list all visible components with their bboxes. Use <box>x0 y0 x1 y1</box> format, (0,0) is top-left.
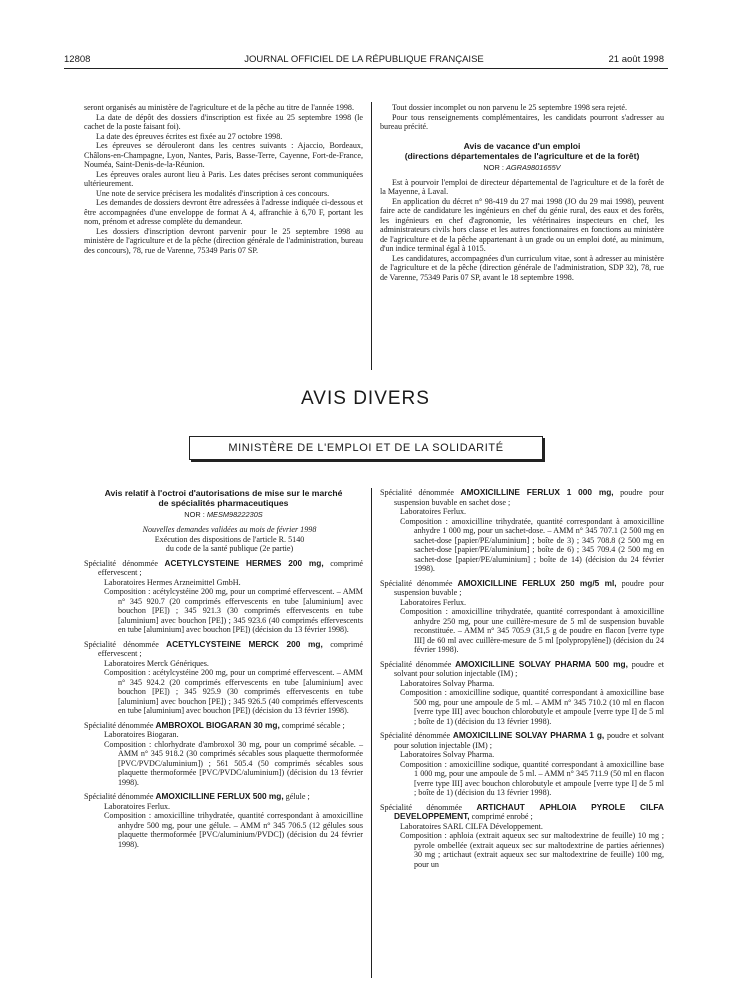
specialty-entry <box>84 640 363 659</box>
entry-form: comprimé effervescent ; <box>98 639 364 658</box>
entry-prefix: Spécialité dénommée <box>380 731 451 740</box>
laboratory: Laboratoires Ferlux. <box>400 507 467 516</box>
entry-prefix: Spécialité dénommée <box>380 802 462 812</box>
entry-prefix: Spécialité dénommée <box>380 488 454 497</box>
vacancy-subtitle: (directions départementales de l'agriculture et de la forêt) <box>404 150 640 161</box>
entry-prefix: Spécialité dénommée <box>84 558 158 568</box>
top-left-column <box>84 103 363 255</box>
composition: Composition : amoxicilline sodique, quantité correspondant à amoxicilline base 500 mg, pour une ampoule de 5 ml. – AMM n° 345 710.2 (10 ml en flacon [verre type III] avec bouchon chlorobutyle et ampoule [verre type I] de 5 ml ; boîte de 1) (décision du 13 février 1998). <box>400 688 664 726</box>
paragraph: Une note de service précisera les modalités d'inscription à ces concours. <box>96 188 330 198</box>
composition: Composition : acétylcystéine 200 mg, pour un comprimé effervescent. – AMM n° 345 920.7 (20 comprimés effervescents en tube [aluminium] avec bouchon [PE]) ; 345 921.3 (30 comprimés effervescents en tube [aluminium] avec bouchon [PE]) ; 345 923.6 (40 comprimés effervescents en tube [aluminium] avec bouchon [PE]) (décision du 13 février 1998). <box>104 587 363 634</box>
laboratory: Laboratoires Biogaran. <box>104 730 179 739</box>
notice-title: Avis relatif à l'octroi d'autorisations de mise sur le marché <box>104 488 343 498</box>
paragraph: Les épreuves se dérouleront dans les centres suivants : Ajaccio, Bordeaux, Châlons-en-Champagne, Lyon, Nantes, Paris, Basse-Terre, Cayenne, Fort-de-France, Nouméa, Saint-Denis-de-la-Réunion. <box>84 141 363 169</box>
specialty-entry <box>380 579 664 598</box>
laboratory: Laboratoires Ferlux. <box>400 597 467 607</box>
specialty-entry <box>380 488 664 507</box>
drug-name: AMOXICILLINE FERLUX 500 mg, <box>155 791 284 801</box>
drug-name: AMOXICILLINE SOLVAY PHARMA 1 g, <box>452 730 605 740</box>
composition: Composition : amoxicilline trihydratée, quantité correspondant à amoxicilline anhydre 250 mg, pour une cuillère-mesure de 5 ml de suspension buvable reconstituée. – AMM n° 345 705.9 (31,5 g de poudre en flacon [verre type III] de 60 ml avec cuillère-mesure de 5 ml [polypropylène]) (décision du 24 février 1998). <box>400 607 664 654</box>
paragraph: Les demandes de dossiers devront être adressées à l'adresse indiquée ci-dessous et être accompagnées d'une enveloppe de format A 4, affranchie à 6,70 F, portant les nom, prénom et adresse complète du demandeur. <box>84 198 363 226</box>
specialty-entry <box>84 559 363 578</box>
page-number: 12808 <box>64 54 91 65</box>
paragraph: Pour tous renseignements complémentaires, les candidats pourront s'adresser au bureau précité. <box>380 112 664 131</box>
paragraph: La date de dépôt des dossiers d'inscription est fixée au 25 septembre 1998 (le cachet de la poste faisant foi). <box>84 112 363 131</box>
notice-title-line2: de spécialités pharmaceutiques <box>158 498 289 508</box>
entry-form: comprimé effervescent ; <box>98 558 364 577</box>
execution-line: Exécution des dispositions de l'article R. 5140 <box>154 534 305 544</box>
laboratory: Laboratoires SARL CILFA Développement. <box>400 821 543 831</box>
column-divider-top <box>371 102 372 370</box>
paragraph: Les dossiers d'inscription devront parvenir pour le 25 septembre 1998 au ministère de l'agriculture et de la pêche (direction générale de l'administration, bureau des concours), 78, rue de Varenne, 75349 Paris 07 SP. <box>84 226 363 255</box>
nor-reference <box>84 510 363 519</box>
issue-date: 21 août 1998 <box>608 54 664 65</box>
bottom-left-column <box>84 488 363 849</box>
column-divider-bottom <box>371 488 372 978</box>
ministry-banner: MINISTÈRE DE L'EMPLOI ET DE LA SOLIDARITÉ <box>189 436 543 460</box>
composition: Composition : amoxicilline sodique, quantité correspondant à amoxicilline base 1 000 mg, pour une ampoule de 5 ml. – AMM n° 345 711.9 (50 ml en flacon [verre type III] avec bouchon chlorobutyle et ampoule [verre type I] de 5 ml ; boîte de 1) (décision du 13 février 1998). <box>400 759 664 797</box>
drug-name: AMOXICILLINE FERLUX 1 000 mg, <box>460 487 614 497</box>
entry-prefix: Spécialité dénommée <box>84 792 154 801</box>
specialty-entry <box>380 660 664 679</box>
drug-name: ACETYLCYSTEINE HERMES 200 mg, <box>164 557 324 568</box>
top-right-column <box>380 103 664 282</box>
composition: Composition : chlorhydrate d'ambroxol 30 mg, pour un comprimé sécable. – AMM n° 345 918.2 (30 comprimés sécables sous plaquette thermoformée [PVC/PVDC/aluminium]) ; 561 505.4 (50 comprimés sécables sous plaquette thermoformée [PVC/PVDC/aluminium]) (décision du 13 février 1998). <box>104 739 363 787</box>
composition: Composition : amoxicilline trihydratée, quantité correspondant à amoxicilline anhydre 1 000 mg, pour un sachet-dose. – AMM n° 345 707.1 (2 500 mg en sachet-dose [papier/PE/aluminium] ; boîte de 3) ; 345 708.8 (2 500 mg en sachet-dose [papier/PE/aluminium] ; boîte de 6) ; 345 709.4 (2 500 mg en sachet-dose [papier/PE/aluminium] ; boîte de 14) (décision du 24 février 1998). <box>400 516 664 573</box>
entry-form: poudre pour suspension buvable ; <box>394 578 664 597</box>
entry-prefix: Spécialité dénommée <box>380 659 452 669</box>
drug-name: AMBROXOL BIOGARAN 30 mg, <box>155 719 280 730</box>
laboratory: Laboratoires Solvay Pharma. <box>400 678 495 688</box>
composition: Composition : aphloia (extrait aqueux sec sur maltodextrine de feuille) 10 mg ; pyrole ombellée (extrait aqueux sec sur maltodextrine de parties aériennes) 30 mg ; artichaut (extrait aqueux sec sur maltodextrine de feuille) 100 mg, pour un <box>400 831 664 869</box>
specialty-entry <box>380 803 664 822</box>
composition: Composition : amoxicilline trihydratée, quantité correspondant à amoxicilline anhydre 500 mg, pour une gélule. – AMM n° 345 706.5 (12 gélules sous plaquette thermoformée [PVC/aluminium/PVDC]) (décision du 24 février 1998). <box>104 811 363 849</box>
drug-name: AMOXICILLINE FERLUX 250 mg/5 ml, <box>457 577 617 588</box>
entry-form: gélule ; <box>285 792 310 801</box>
entry-form: comprimé enrobé ; <box>471 812 533 821</box>
page-header <box>64 54 664 68</box>
entry-form: poudre et solvant pour solution injectable (IM) ; <box>394 659 664 678</box>
nor-code: MESM9822230S <box>206 510 263 519</box>
journal-title: JOURNAL OFFICIEL DE LA RÉPUBLIQUE FRANÇAISE <box>244 54 484 65</box>
nor-reference <box>380 163 664 172</box>
composition: Composition : acétylcystéine 200 mg, pour un comprimé effervescent. – AMM n° 345 924.2 (20 comprimés effervescents en tube [aluminium] avec bouchon [PE]) ; 345 925.9 (30 comprimés effervescents en tube [aluminium] avec bouchon [PE]) ; 345 926.5 (40 comprimés effervescents en tube [aluminium] avec bouchon [PE]) (décision du 13 février 1998). <box>104 668 363 715</box>
drug-name: ACETYLCYSTEINE MERCK 200 mg, <box>166 638 323 649</box>
paragraph: En application du décret n° 98-419 du 27 mai 1998 (JO du 29 mai 1998), peuvent faire acte de candidature les ingénieurs en chef du génie rural, des eaux et des forêts, les ingénieurs en chef d'agronomie, les vétérinaires inspecteurs en chef, les administrateurs civils hors classe et les autres fonctionnaires en fonctions au ministère de l'agriculture et de la pêche appartenant à un grade ou un emploi doté, au minimum, d'un indice terminal égal à 1015. <box>380 196 664 253</box>
entry-form: comprimé sécable ; <box>281 720 345 730</box>
entry-prefix: Spécialité dénommée <box>84 720 154 730</box>
vacancy-title: Avis de vacance d'un emploi <box>463 140 581 151</box>
nor-code: AGRA9801655V <box>505 162 561 172</box>
specialty-entry <box>84 792 363 802</box>
paragraph: Les épreuves orales auront lieu à Paris. Les dates précises seront communiquées ultérieurement. <box>84 169 363 188</box>
paragraph: Est à pourvoir l'emploi de directeur départemental de l'agriculture et de la forêt de la Mayenne, à Laval. <box>380 177 664 196</box>
notice-subtitle: Nouvelles demandes validées au mois de février 1998 <box>142 525 317 534</box>
header-rule <box>64 68 668 69</box>
entry-prefix: Spécialité dénommée <box>84 639 159 649</box>
drug-name: ARTICHAUT APHLOIA PYROLE CILFA DEVELOPPEMENT, <box>394 801 665 821</box>
bottom-right-column <box>380 488 664 869</box>
nor-label: NOR : <box>184 510 205 519</box>
nor-label: NOR : <box>483 162 504 172</box>
execution-line: du code de la santé publique (2e partie) <box>165 544 294 553</box>
drug-name: AMOXICILLINE SOLVAY PHARMA 500 mg, <box>455 658 628 669</box>
laboratory: Laboratoires Merck Génériques. <box>104 658 209 668</box>
entry-prefix: Spécialité dénommée <box>380 578 453 588</box>
paragraph: Tout dossier incomplet ou non parvenu le 25 septembre 1998 sera rejeté. <box>392 103 627 112</box>
paragraph: Les candidatures, accompagnées d'un curriculum vitae, sont à adresser au ministère de l'agriculture et de la pêche (direction générale de l'administration, SDP 32), 78, rue de Varenne, 75349 Paris 07 SP, avant le 18 septembre 1998. <box>380 253 664 282</box>
entry-form: poudre pour suspension buvable en sachet dose ; <box>394 488 664 507</box>
section-heading-avis-divers: AVIS DIVERS <box>301 388 430 409</box>
specialty-entry <box>380 731 664 750</box>
paragraph: La date des épreuves écrites est fixée au 27 octobre 1998. <box>96 131 283 141</box>
specialty-entry <box>84 721 363 731</box>
paragraph: seront organisés au ministère de l'agriculture et de la pêche au titre de l'année 1998. <box>84 103 354 112</box>
laboratory: Laboratoires Solvay Pharma. <box>400 750 495 759</box>
laboratory: Laboratoires Ferlux. <box>104 801 171 811</box>
entry-form: poudre et solvant pour solution injectable (IM) ; <box>394 731 665 750</box>
laboratory: Laboratoires Hermes Arzneimittel GmbH. <box>104 577 241 587</box>
